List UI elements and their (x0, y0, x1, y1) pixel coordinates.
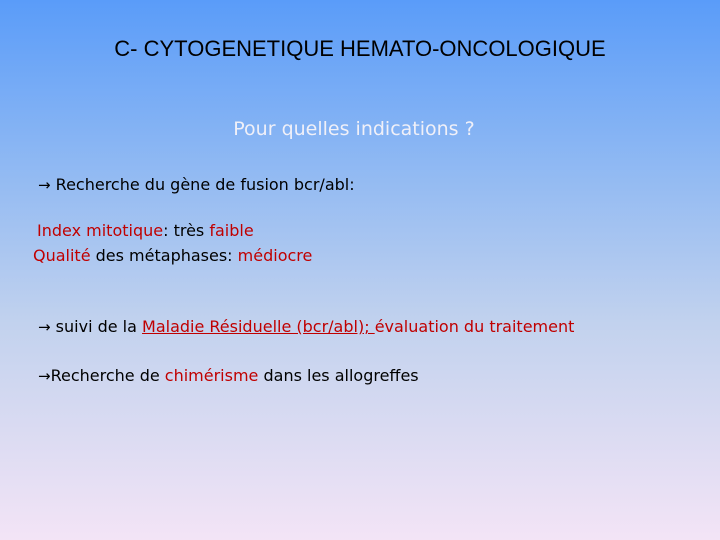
bullet-item-2-rest: évaluation du traitement (374, 317, 575, 336)
bullet-item-3-highlight: chimérisme (164, 366, 259, 385)
arrow-icon: → (38, 318, 51, 336)
bullet-item-2-highlight: Maladie Résiduelle (bcr/abl); (142, 317, 375, 336)
quality-value: médiocre (237, 246, 313, 265)
quality-mid: des métaphases: (90, 246, 238, 265)
bullet-item-1-text: Recherche du gène de fusion bcr/abl: (55, 175, 355, 194)
bullet-item-3-rest: dans les allogreffes (258, 366, 419, 385)
index-sep: : très (163, 221, 210, 240)
quality-label: Qualité (33, 246, 91, 265)
index-label: Index mitotique (37, 221, 164, 240)
index-value: faible (209, 221, 254, 240)
bullet-item-3-prefix: Recherche de (50, 366, 165, 385)
bullet-item-2 (38, 317, 574, 336)
index-mitotique-line (37, 221, 254, 240)
bullet-item-2-prefix: suivi de la (55, 317, 143, 336)
slide-title: C- CYTOGENETIQUE HEMATO-ONCOLOGIQUE (114, 36, 606, 61)
slide-subtitle: Pour quelles indications ? (233, 118, 475, 140)
arrow-icon: → (38, 176, 51, 194)
bullet-item-1 (38, 175, 355, 194)
bullet-item-3 (38, 366, 419, 385)
arrow-icon: → (38, 367, 51, 385)
qualite-line (33, 246, 312, 265)
